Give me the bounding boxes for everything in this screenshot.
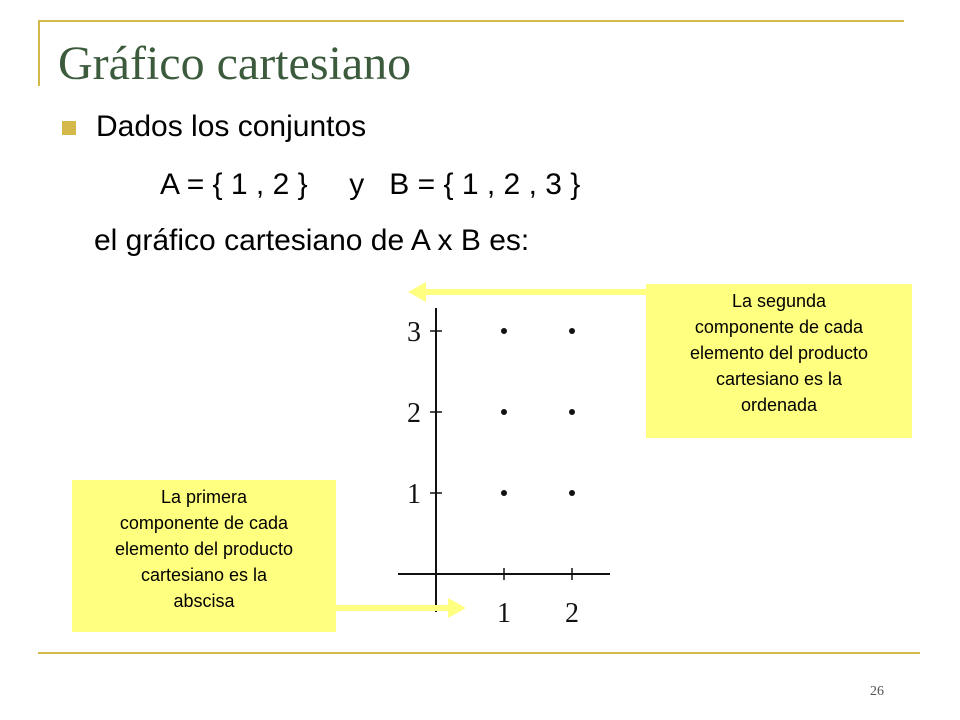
sets-definition: A = { 1 , 2 } y B = { 1 , 2 , 3 }: [160, 168, 581, 201]
callout-line: elemento del producto: [689, 343, 869, 363]
callout-line: componente de cada: [119, 513, 289, 533]
chart-axes: [398, 308, 610, 629]
abscissa-callout: [72, 480, 336, 632]
ordinate-arrow-head: [408, 282, 426, 302]
data-point: [569, 328, 575, 334]
data-point: [501, 328, 507, 334]
chart-points: [501, 328, 575, 496]
callout-line: ordenada: [740, 395, 818, 415]
data-point: [501, 409, 507, 415]
slide-title: Gráfico cartesiano: [58, 37, 412, 90]
y-tick-label: 3: [407, 317, 421, 348]
y-tick-label: 2: [407, 398, 421, 429]
x-tick-label: 1: [497, 598, 511, 629]
callout-line: abscisa: [173, 591, 235, 611]
callout-line: cartesiano es la: [140, 565, 268, 585]
callout-line: La primera: [160, 487, 248, 507]
callout-line: elemento del producto: [114, 539, 294, 559]
callout-line: La segunda: [731, 291, 827, 311]
x-tick-label: 2: [565, 598, 579, 629]
callout-line: cartesiano es la: [715, 369, 843, 389]
page-number: 26: [870, 684, 884, 699]
bullet-text: Dados los conjuntos: [96, 110, 367, 143]
conclusion-text: el gráfico cartesiano de A x B es:: [94, 224, 530, 257]
callout-arrows: [336, 282, 648, 618]
callout-line: componente de cada: [694, 317, 864, 337]
data-point: [569, 490, 575, 496]
data-point: [501, 490, 507, 496]
data-point: [569, 409, 575, 415]
abscissa-arrow-head: [448, 598, 466, 618]
y-tick-label: 1: [407, 479, 421, 510]
ordinate-callout: [646, 284, 912, 438]
